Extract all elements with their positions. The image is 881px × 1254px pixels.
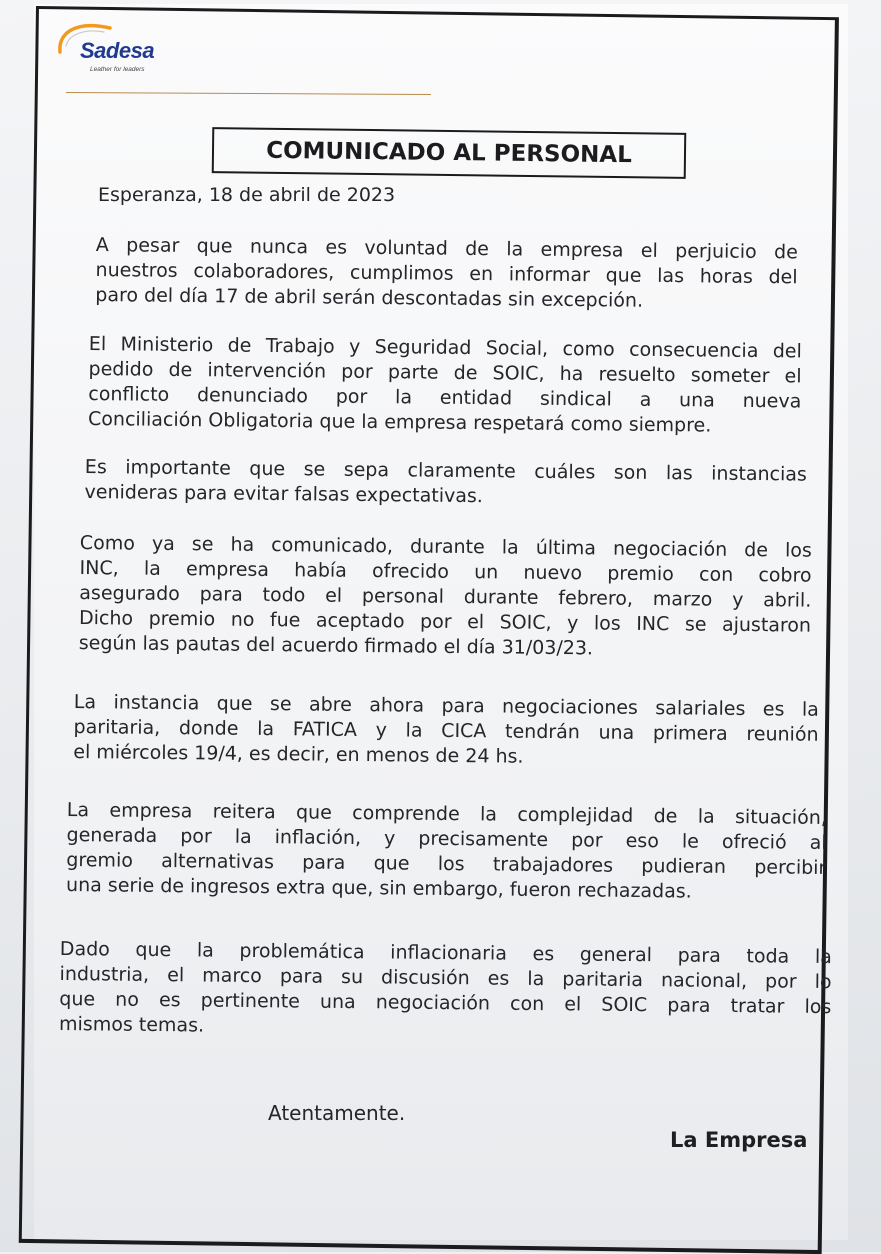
paragraph-line: industria, el marco para su discusión es la paritaria nacional, por lo — [59, 962, 832, 994]
signature: La Empresa — [670, 1128, 808, 1152]
paragraph-line: Es importante que se sepa claramente cuáles son las instancias — [84, 455, 807, 486]
paragraph-line: conflicto denunciado por la entidad sindical a una nueva — [88, 382, 802, 413]
paragraph-1 — [95, 233, 798, 315]
paragraph-5 — [73, 690, 819, 773]
logo-name: Sadesa — [80, 38, 155, 63]
paragraph-line: según las pautas del acuerdo firmado el día 31/03/23. — [78, 631, 594, 660]
paragraph-2 — [88, 332, 802, 439]
paragraph-line: paritaria, donde la FATICA y la CICA tendrán una primera reunión — [73, 715, 819, 746]
paragraph-line: A pesar que nunca es voluntad de la empresa el perjuicio de — [95, 233, 798, 264]
document-title: COMUNICADO AL PERSONAL — [265, 137, 632, 169]
paragraph-line: asegurado para todo el personal durante febrero, marzo y abril. — [79, 581, 812, 612]
paragraph-4 — [79, 531, 812, 664]
paragraph-line: Dado que la problemática inflacionaria es general para toda la — [59, 937, 832, 969]
paragraph-6 — [66, 798, 827, 906]
paragraph-line: el miércoles 19/4, es decir, en menos de 24 hs. — [73, 740, 524, 768]
paragraph-line: mismos temas. — [58, 1012, 205, 1037]
paragraph-7 — [59, 937, 832, 1045]
paragraph-line: La empresa reitera que comprende la complejidad de la situación, — [66, 798, 827, 829]
paragraph-line: INC, la empresa había ofrecido un nuevo premio con cobro — [79, 556, 812, 587]
paragraph-line: Dicho premio no fue aceptado por el SOIC, y los INC se ajustaron — [78, 606, 812, 637]
paragraph-line: venideras para evitar falsas expectativas. — [84, 480, 484, 508]
paragraph-line: nuestros colaboradores, cumplimos en informar que las horas del — [95, 258, 798, 289]
closing-salutation: Atentamente. — [268, 1101, 406, 1125]
paragraph-line: generada por la inflación, y precisamente por eso le ofreció al — [66, 823, 827, 854]
paragraph-line: gremio alternativas para que los trabajadores pudieran percibir — [66, 848, 827, 879]
logo-tagline: Leather for leaders — [90, 66, 145, 73]
paragraph-line: paro del día 17 de abril serán descontadas sin excepción. — [95, 283, 644, 312]
paragraph-3 — [84, 455, 806, 513]
paragraph-line: Como ya se ha comunicado, durante la última negociación de los — [79, 531, 812, 562]
document-date: Esperanza, 18 de abril de 2023 — [98, 184, 396, 206]
paragraph-line: Conciliación Obligatoria que la empresa respetará como siempre. — [87, 407, 712, 437]
paragraph-line: que no es pertinente una negociación con el SOIC para tratar los — [59, 987, 832, 1019]
paragraph-line: pedido de intervención por parte de SOIC, ha resuelto someter el — [88, 357, 802, 388]
paragraph-line: La instancia que se abre ahora para negociaciones salariales es la — [73, 690, 819, 721]
paragraph-line: El Ministerio de Trabajo y Seguridad Social, como consecuencia del — [88, 332, 802, 363]
paragraph-line: una serie de ingresos extra que, sin embargo, fueron rechazadas. — [65, 873, 692, 903]
